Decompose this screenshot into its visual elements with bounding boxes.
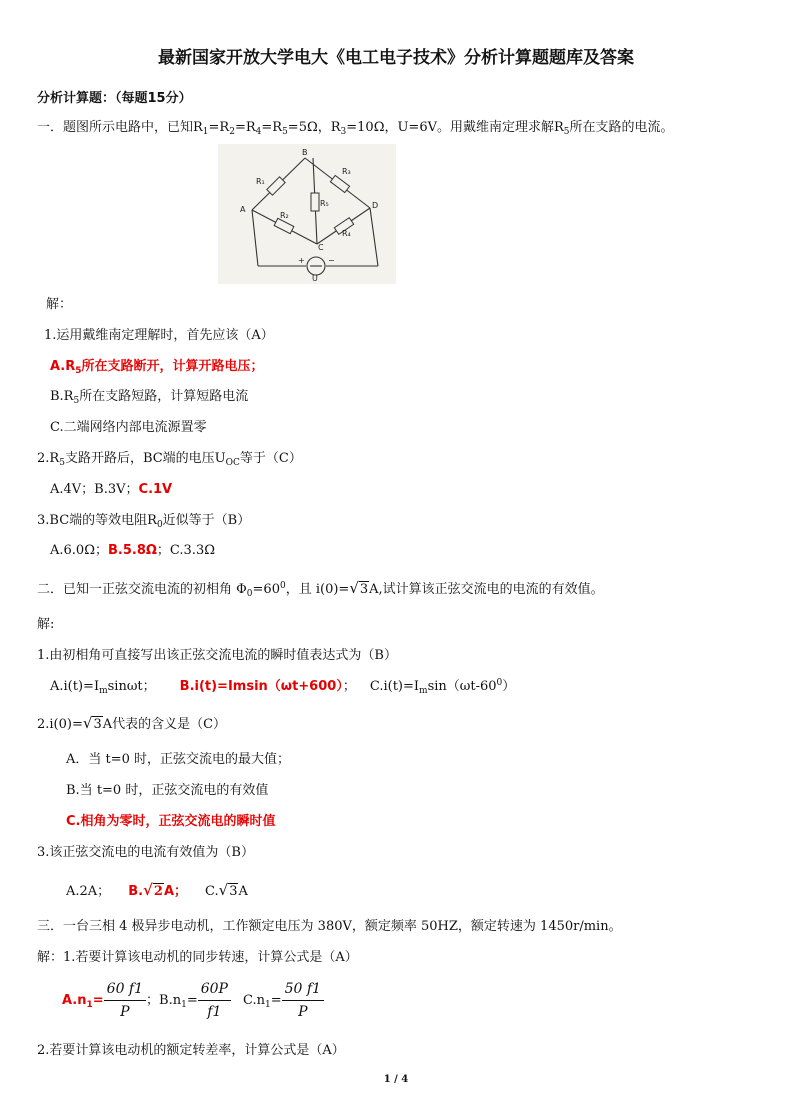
page-number: 1 / 4	[383, 1074, 409, 1085]
q2-part1-options: $A.i(t)=I_m\sin\omega t$； B.i(t)=Imsin（ωt+600）； $C.i(t)=I_m\sin(\omega t-60^0)$	[50, 678, 516, 696]
minus-sign: −	[328, 256, 335, 265]
q2-part2-answer: C.相角为零时，正弦交流电的瞬时值	[66, 814, 276, 829]
r5-label: R₅	[320, 199, 329, 208]
page-title: 最新国家开放大学电大《电工电子技术》分析计算题题库及答案	[158, 48, 634, 68]
node-b-label: B	[302, 148, 308, 157]
q1-part2-answer: C.1V	[138, 482, 173, 497]
formula-c: $\frac{50 f1}{P}$	[282, 979, 324, 1022]
q1-part3-options: A.6.0Ω；B.5.8Ω；C.3.3Ω	[50, 543, 215, 558]
node-c-label: C	[318, 243, 324, 252]
q2-part2: 2.i(0)=√3A代表的含义是（C）	[37, 714, 227, 732]
q2-part1-answer: B.i(t)=Imsin（ωt+600）	[179, 679, 343, 694]
q2-part3: 3.该正弦交流电的电流有效值为（B）	[37, 845, 254, 860]
q1-part2-options: A.4V；B.3V；C.1V	[50, 482, 173, 497]
q2-part2-option-a: A．当 t=0 时，正弦交流电的最大值；	[66, 752, 291, 767]
r4-label: R₄	[342, 229, 351, 238]
formula-b: $\frac{60P}{f1}$	[198, 979, 231, 1022]
q3-stem: 三．一台三相 4 极异步电动机，工作额定电压为 380V，额定频率 50HZ，额定转速为 1450r/min。	[37, 919, 622, 934]
q1-jie: 解：	[46, 297, 73, 312]
q1-part2: $2.R_5$支路开路后，BC端的电压$U_{OC}$等于（C）	[37, 451, 302, 468]
q1-part1-option-c: C.二端网络内部电流源置零	[50, 420, 207, 435]
q2-part3-answer: B.√2A；	[128, 881, 188, 899]
formula-a: $\frac{60 f1}{P}$	[104, 979, 146, 1022]
bridge-circuit-diagram	[218, 144, 396, 284]
q2-part1: 1.由初相角可直接写出该正弦交流电流的瞬时值表达式为（B）	[37, 648, 397, 663]
q3-part1: 解：1.若要计算该电动机的同步转速，计算公式是（A）	[37, 950, 358, 965]
q1-part3-answer: B.5.8Ω	[107, 543, 157, 558]
circuit-figure	[218, 144, 396, 284]
r3-label: R₃	[342, 167, 351, 176]
q3-part1-options: $A.n_1=$ $\frac{60 f1}{P}$ ；$B.n_1=$ $\frac{60P}{f1}$ $C.n_1=$ $\frac{50 f1}{P}$	[62, 979, 324, 1022]
source-u-label: U	[312, 274, 318, 283]
plus-sign: +	[298, 256, 305, 265]
q1-part1-option-b: $B.R_5$所在支路短路，计算短路电流	[50, 389, 249, 406]
q3-part2: 2.若要计算该电动机的额定转差率，计算公式是（A）	[37, 1043, 345, 1058]
q2-stem: 二．已知一正弦交流电流的初相角 $\Phi_0=60^0$，且 i(0)=√3A,试计算该正弦交流电的电流的有效值。	[37, 579, 604, 599]
section-heading: 分析计算题：（每题15分）	[37, 91, 192, 106]
q1-part3: 3.BC端的等效电阻$R_0$近似等于（B）	[37, 513, 251, 530]
q1-stem: 一．题图所示电路中，已知$R_1=R_2=R_4=R_5=5\Omega$，$R_3=10\Omega$，U=6V。用戴维南定理求解$R_5$所在支路的电流。	[37, 120, 674, 137]
q2-jie: 解:	[37, 617, 55, 632]
r1-label: R₁	[256, 177, 265, 186]
q2-part2-option-b: B.当 t=0 时，正弦交流电的有效值	[66, 783, 269, 798]
q1-part1: 1.运用戴维南定理解时，首先应该（A）	[44, 328, 274, 343]
r2-label: R₂	[280, 211, 289, 220]
node-a-label: A	[240, 205, 246, 214]
node-d-label: D	[372, 201, 379, 210]
q2-part3-options: A.2A； B.√2A； C.√3A	[66, 881, 248, 899]
q1-part1-answer: $A.R_5$所在支路断开，计算开路电压；	[50, 359, 264, 376]
q3-part1-answer: $A.n_1=$	[62, 993, 104, 1010]
